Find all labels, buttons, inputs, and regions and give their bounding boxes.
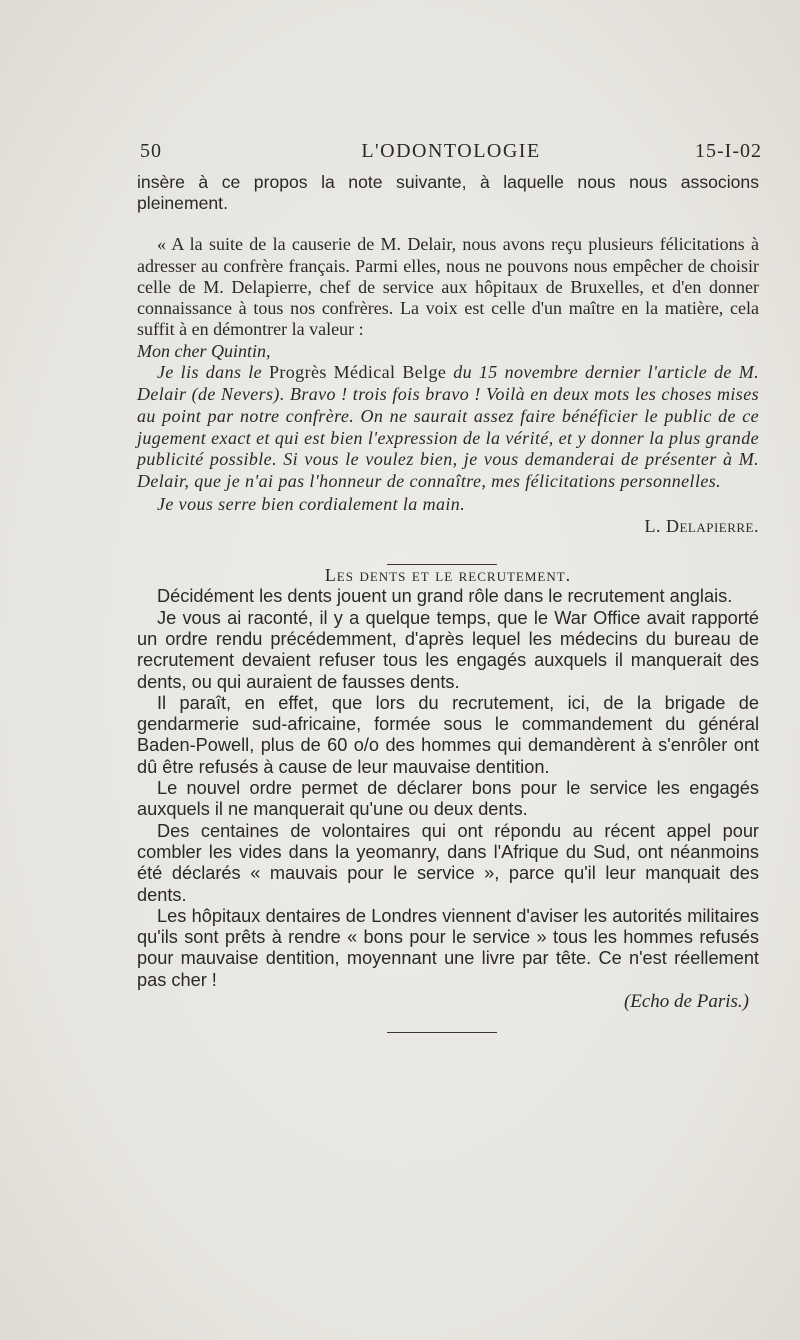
page-header xyxy=(140,140,762,164)
journal-title: L'ODONTOLOGIE xyxy=(361,140,541,162)
end-divider xyxy=(387,1032,497,1034)
intro-paragraph-2: « A la suite de la causerie de M. Delair, nous avons reçu plusieurs félicitations à adresser au confrère français. Parmi elles, nous ne pouvons nous empêcher de choisir celle de M. Delapierre, chef de service aux hôpitaux de Bruxelles, et d'en donner connaissance à tous nos confrères. La voix est celle d'un maître en la matière, cela suffit à en démontrer la valeur : xyxy=(137,234,759,340)
article-paragraph: Le nouvel ordre permet de déclarer bons pour le service les engagés auxquels il ne manquerait qu'une ou deux dents. xyxy=(137,778,759,820)
letter-body xyxy=(137,362,759,492)
letter-text-after: du 15 novembre dernier l'article de M. Delair (de Nevers). Bravo ! trois fois bravo ! Voilà en deux mots les choses mises au point par notre confrère. On ne saurait assez faire bénéficier le public de ce jugement exact et qui est bien l'expression de la vérité, et y donner la plus grande publicité possible. Si vous le voulez bien, je vous demanderai de présenter à M. Delair, que je n'ai pas l'honneur de connaître, mes félicitations personnelles. xyxy=(137,362,759,491)
page-body xyxy=(137,172,759,1033)
letter-salutation: Mon cher Quintin, xyxy=(137,341,271,362)
article-title: Les dents et le recrutement. xyxy=(324,565,572,586)
page-number: 50 xyxy=(140,140,162,162)
issue-date: 15-I-02 xyxy=(695,140,762,162)
intro-paragraph-1: insère à ce propos la note suivante, à laquelle nous nous associons pleinement. xyxy=(137,172,759,214)
letter-signature: L. Delapierre. xyxy=(644,515,759,536)
letter-closing: Je vous serre bien cordialement la main. xyxy=(157,493,466,514)
letter-publication: Progrès Médical Belge xyxy=(268,362,447,383)
letter-text-before: Je lis dans le xyxy=(157,362,269,383)
article-paragraph: Les hôpitaux dentaires de Londres viennent d'aviser les autorités militaires qu'ils sont prêts à rendre « bons pour le service » tous les hommes refusés pour mauvaise dentition, moyennant une livre par tête. Ce n'est réellement pas cher ! xyxy=(137,905,759,990)
article-source: (Echo de Paris.) xyxy=(623,990,749,1012)
article-paragraph: Il paraît, en effet, que lors du recrutement, ici, de la brigade de gendarmerie sud-africaine, formée sous le commandement du général Baden-Powell, plus de 60 o/o des hommes qui demandèrent à s'enrôler ont dû être refusés à cause de leur mauvaise dentition. xyxy=(137,692,759,777)
article-paragraph: Des centaines de volontaires qui ont répondu au récent appel pour combler les vides dans la yeomanry, dans l'Afrique du Sud, ont néanmoins été déclarés « mauvais pour le service », parce qu'il leur manquait des dents. xyxy=(137,820,759,905)
article-body xyxy=(137,586,759,991)
article-paragraph: Je vous ai raconté, il y a quelque temps, que le War Office avait rapporté un ordre rendu précédemment, d'après lequel les médecins du bureau de recrutement devaient refuser tous les engagés auxquels il manquerait des dents, ou qui auraient de fausses dents. xyxy=(137,607,759,692)
article-paragraph: Décidément les dents jouent un grand rôle dans le recrutement anglais. xyxy=(157,586,733,607)
